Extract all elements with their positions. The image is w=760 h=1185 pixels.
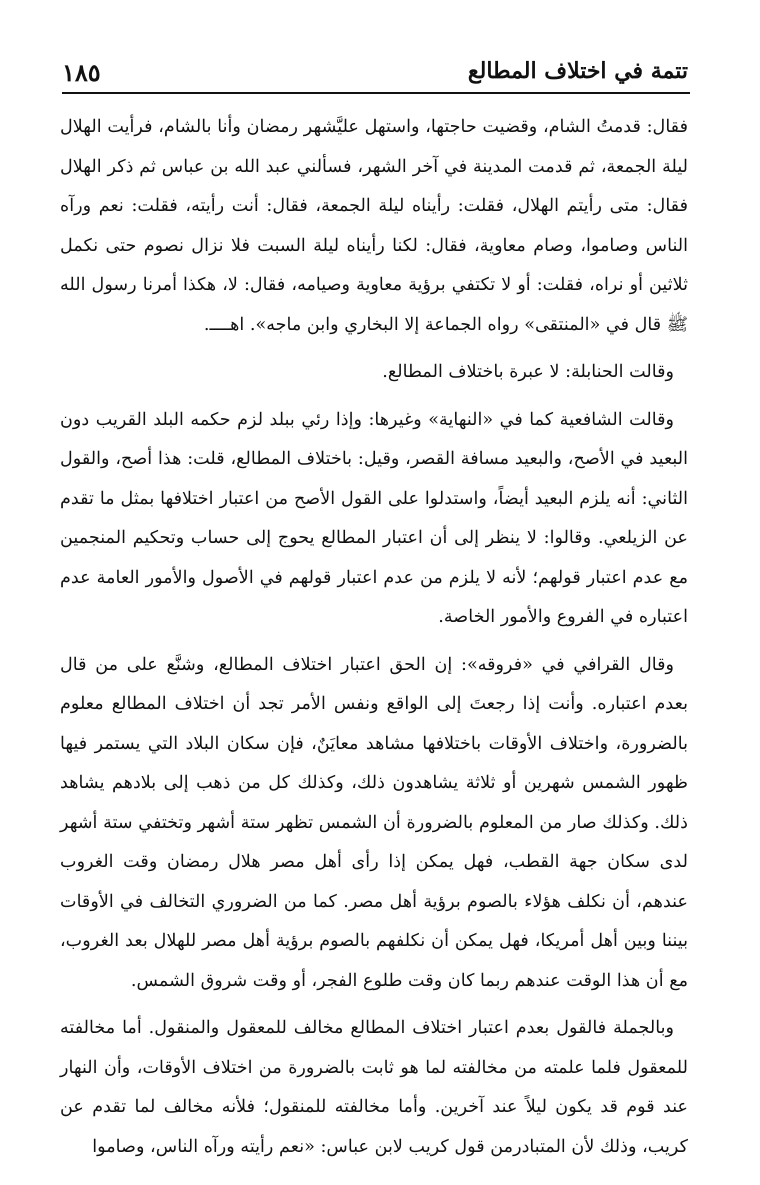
paragraph-gap — [60, 1001, 688, 1009]
paragraph-shafiiyya: وقالت الشافعية كما في «النهاية» وغيرها: وإذا رئي ببلد لزم حكمه البلد القريب دون البعيد في الأصح، والبعيد مسافة القصر، وقيل: باختلاف المطالع، قلت: هذا أصح، والقول الثاني: أنه يلزم البعيد أيضاً، واستدلوا على القول الأصح من اعتبار اختلافها بمثل ما تقدم عن الزيلعي. وقالوا: لا ينظر إلى أن اعتبار المطالع يحوج إلى حساب وتحكيم المنجمين مع عدم اعتبار قولهم؛ لأنه لا يلزم من عدم اعتبار قولهم في الأصول والأمور العامة عدم اعتباره في الفروع والأمور الخاصة. — [60, 409, 688, 627]
running-title: تتمة في اختلاف المطالع — [467, 58, 688, 84]
paragraph-qarafi: وقال القرافي في «فروقه»: إن الحق اعتبار اختلاف المطالع، وشنَّع على من قال بعدم اعتباره. وأنت إذا رجعتَ إلى الواقع ونفس الأمر تجد أن اختلاف المطالع معلوم بالضرورة، واختلاف الأوقات باختلافها مشاهد معايَنٌ، فإن سكان البلاد التي يستمر فيها ظهور الشمس شهرين أو ثلاثة يشاهدون ذلك، وكذلك كل من ذهب إلى بلادهم يشاهد ذلك. وكذلك صار من المعلوم بالضرورة أن الشمس تظهر ستة أشهر وتختفي ستة أشهر لدى سكان جهة القطب، فهل يمكن إذا رأى أهل مصر هلال رمضان وقت الغروب عندهم، أن نكلف هؤلاء بالصوم برؤية أهل مصر. كما من الضروري التخالف في الأوقات بيننا وبين أهل أمريكا، فهل يمكن أن نكلفهم بالصوم برؤية أهل مصر للهلال بعد الغروب، مع أن هذا الوقت عندهم ربما كان وقت طلوع الفجر، أو وقت شروق الشمس. — [60, 654, 688, 991]
running-header — [62, 56, 688, 96]
paragraph-conclusion: وبالجملة فالقول بعدم اعتبار اختلاف المطالع مخالف للمعقول والمنقول. أما مخالفته للمعقول فلما علمته من مخالفته لما هو ثابت بالضرورة من اختلاف الأوقات، وأن النهار عند قوم قد يكون ليلاً عند آخرين. وأما مخالفته للمنقول؛ فلأنه مخالف لما تقدم عن كريب، وذلك لأن المتبادرمن قول كريب لابن عباس: «نعم رأيته ورآه الناس، وصاموا — [60, 1018, 688, 1157]
paragraph-hanabila: وقالت الحنابلة: لا عبرة باختلاف المطالع. — [382, 362, 674, 382]
page-body — [60, 108, 688, 1167]
paragraph-gap — [60, 638, 688, 646]
paragraph-hadith-kurayb: فقال: قدمتُ الشام، وقضيت حاجتها، واستهل عليَّشهر رمضان وأنا بالشام، فرأيت الهلال ليلة الجمعة، ثم قدمت المدينة في آخر الشهر، فسألني عبد الله بن عباس ثم ذكر الهلال فقال: متى رأيتم الهلال، فقلت: رأيناه ليلة الجمعة، فقال: أنت رأيته، فقلت: نعم ورآه الناس وصاموا، وصام معاوية، فقال: لكنا رأيناه ليلة السبت فلا نزال نصوم حتى نكمل ثلاثين أو نراه، فقلت: أو لا تكتفي برؤية معاوية وصيامه، فقال: لا، هكذا أمرنا رسول الله ﷺ قال في «المنتقى» رواه الجماعة إلا البخاري وابن ماجه». اهــــ. — [60, 117, 688, 335]
page-number: ١٨٥ — [62, 58, 101, 87]
paragraph-gap — [60, 345, 688, 353]
header-divider — [62, 92, 690, 94]
paragraph-gap — [60, 393, 688, 401]
